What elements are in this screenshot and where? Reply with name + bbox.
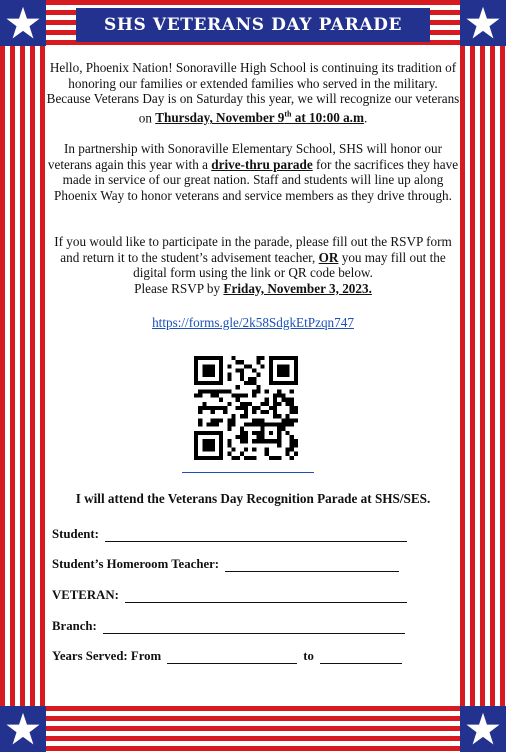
teacher-input-line[interactable] — [225, 559, 399, 572]
attend-heading: I will attend the Veterans Day Recognition Parade at SHS/SES. — [75, 491, 431, 506]
star-icon — [460, 0, 506, 46]
branch-label: Branch: — [52, 619, 97, 633]
years-from-input-line[interactable] — [167, 651, 297, 664]
star-icon — [460, 706, 506, 752]
branch-input-line[interactable] — [103, 621, 405, 634]
right-stripe-border — [460, 0, 506, 752]
veteran-field[interactable] — [52, 588, 407, 603]
title-banner — [76, 8, 430, 42]
qr-code[interactable] — [194, 356, 298, 460]
veteran-label: VETERAN: — [52, 588, 119, 602]
student-input-line[interactable] — [105, 529, 407, 542]
participate-paragraph: If you would like to participate in the parade, please fill out the RSVP form and return it to the student’s advisement teacher, OR you may fill out the digital form using the link or QR code below. Please RSVP by Friday, November 3, 2023. — [54, 234, 452, 296]
star-icon — [0, 706, 46, 752]
years-to-input-line[interactable] — [320, 651, 402, 664]
student-label: Student: — [52, 527, 99, 541]
drive-thru-highlight: drive-thru parade — [211, 156, 313, 172]
intro-text: Hello, Phoenix Nation! Sonoraville High School is continuing its tradition of honoring our families or extended families who served in the military. Because Veterans Day is on Saturday this year, we will recognize our veterans on — [46, 60, 460, 126]
years-to-label: to — [303, 649, 314, 663]
star-icon — [0, 0, 46, 46]
bottom-stripe-border — [0, 706, 506, 752]
left-stripe-border — [0, 0, 46, 752]
years-field[interactable] — [52, 649, 402, 664]
rsvp-date: Friday, November 3, 2023. — [223, 280, 372, 296]
qr-underline — [182, 472, 314, 473]
student-field[interactable] — [52, 527, 407, 542]
teacher-label: Student’s Homeroom Teacher: — [52, 557, 220, 571]
teacher-field[interactable] — [52, 557, 399, 572]
page-title: SHS VETERANS DAY PARADE — [103, 15, 403, 35]
veteran-input-line[interactable] — [125, 590, 407, 603]
years-label: Years Served: From — [52, 649, 162, 663]
branch-field[interactable] — [52, 619, 405, 634]
or-emphasis: OR — [318, 249, 339, 265]
event-date: Thursday, November 9th at 10:00 a.m — [155, 109, 364, 126]
intro-paragraph: Hello, Phoenix Nation! Sonoraville High School is continuing its tradition of honoring our families or extended families who served in the military. Because Veterans Day is on Saturday this year, we will recognize our veterans on Thursday, November 9th at 10:00 a.m. — [46, 60, 460, 126]
partnership-paragraph: In partnership with Sonoraville Elementary School, SHS will honor our veterans again this year with a drive-thru parade for the sacrifices they have made in service of our great nation. Staff and students will line up along Phoenix Way to honor veterans and service members as they drive through. — [47, 141, 459, 203]
rsvp-form-link[interactable]: https://forms.gle/2k58SdgkEtPzqn747 — [152, 315, 354, 330]
